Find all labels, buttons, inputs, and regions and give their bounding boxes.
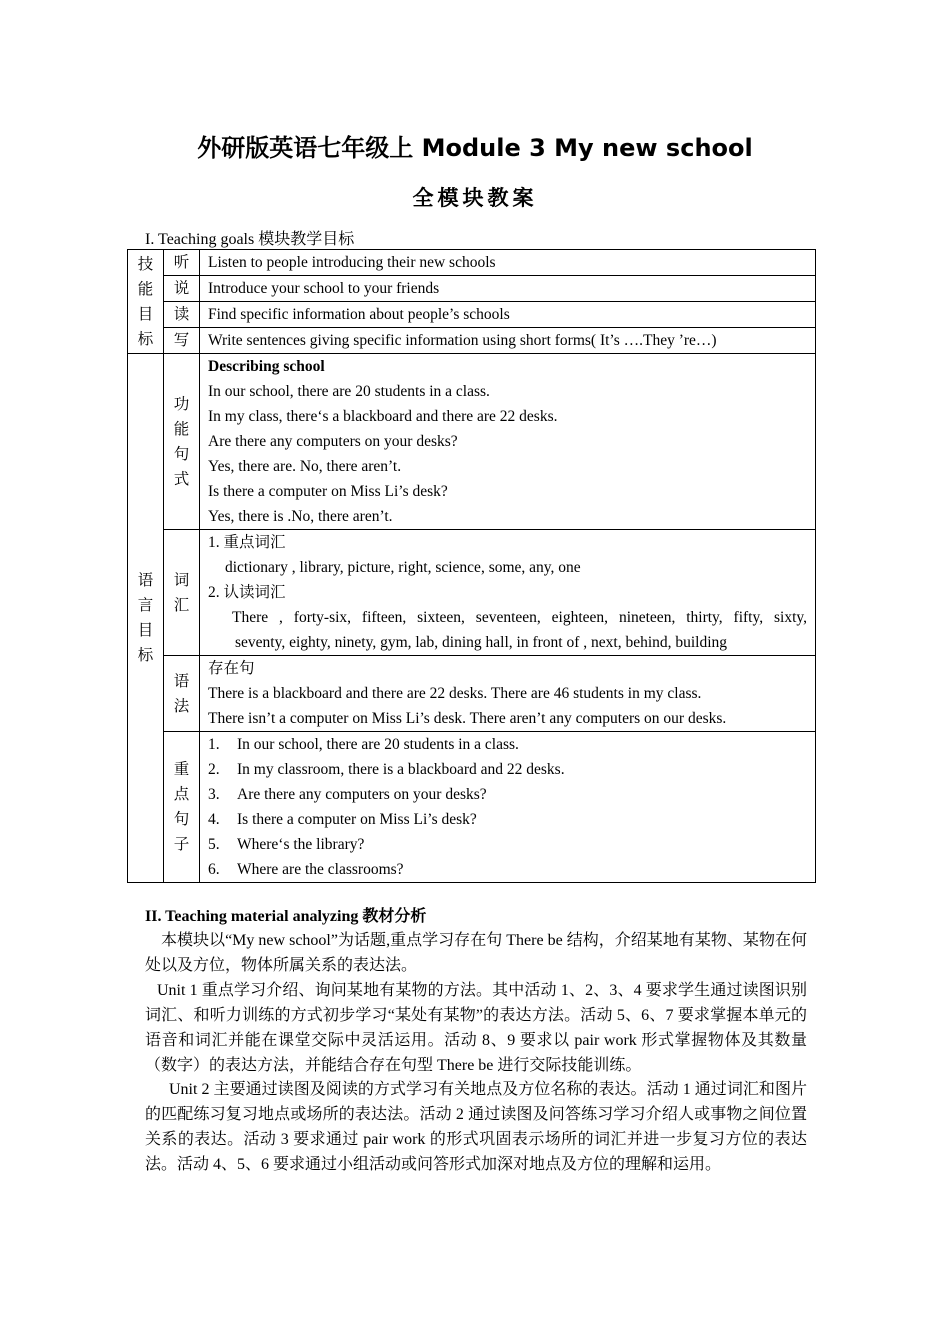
document-title: 外研版英语七年级上 Module 3 My new school: [197, 134, 753, 162]
grammar-line: There is a blackboard and there are 22 desks. There are 46 students in my class.: [208, 685, 702, 702]
functions-line: Yes, there is .No, there aren’t.: [208, 508, 393, 525]
table-row: [128, 732, 816, 883]
functions-content: [200, 354, 816, 530]
key-sentences-label: 重 点 句 子: [164, 732, 200, 883]
list-item: 2. In my classroom, there is a blackboard and 22 desks.: [208, 761, 565, 778]
skill-label: 听: [164, 250, 200, 276]
functions-line: Yes, there are. No, there aren’t.: [208, 458, 402, 475]
skill-label: 写: [164, 328, 200, 354]
list-item: 5. Where‘s the library?: [208, 836, 365, 853]
table-row: [128, 328, 816, 354]
skill-label: 读: [164, 302, 200, 328]
grammar-line: There isn’t a computer on Miss Li’s desk. There aren’t any computers on our desks.: [208, 710, 727, 727]
teaching-goals-table: [127, 249, 816, 883]
reading-words: There , forty-six, fifteen, sixteen, seventeen, eighteen, nineteen, thirty, fifty, sixty,: [232, 609, 807, 626]
table-row: [128, 530, 816, 656]
section-heading-analysis: II. Teaching material analyzing 教材分析: [145, 908, 427, 925]
functions-line: Is there a computer on Miss Li’s desk?: [208, 483, 448, 500]
analysis-paragraph: Unit 2 主要通过读图及阅读的方式学习有关地点及方位名称的表达。活动 1 通过词汇和图片的匹配练习复习地点或场所的表达法。活动 2 通过读图及问答练习学习介绍人或事物之间位置关系的表达。活动 3 要求通过 pair work 的形式巩固表示场所的词汇并进一步复习方位的表达法。活动 4、5、6 要求通过小组活动或问答形式加深对地点及方位的理解和运用。: [145, 1081, 807, 1173]
grammar-label: 语 法: [164, 656, 200, 732]
skills-group-label: 技 能 目 标: [128, 250, 164, 354]
skill-goal: Introduce your school to your friends: [200, 276, 816, 302]
table-row: [128, 302, 816, 328]
document-subtitle: 全模块教案: [412, 185, 538, 210]
list-item: 1. In our school, there are 20 students in a class.: [208, 736, 519, 753]
list-item: 3. Are there any computers on your desks?: [208, 786, 487, 803]
skill-goal: Find specific information about people’s schools: [200, 302, 816, 328]
key-words: dictionary , library, picture, right, science, some, any, one: [225, 559, 581, 576]
reading-words: seventy, eighty, ninety, gym, lab, dining hall, in front of , next, behind, building: [235, 634, 728, 651]
grammar-content: [200, 656, 816, 732]
key-words-heading: 1. 重点词汇: [208, 534, 286, 551]
reading-words-heading: 2. 认读词汇: [208, 584, 286, 601]
table-row: [128, 250, 816, 276]
functions-heading: Describing school: [208, 358, 325, 375]
functions-line: Are there any computers on your desks?: [208, 433, 458, 450]
skill-goal: Listen to people introducing their new schools: [200, 250, 816, 276]
functions-line: In my class, there‘s a blackboard and there are 22 desks.: [208, 408, 558, 425]
table-row: [128, 656, 816, 732]
functions-label: 功 能 句 式: [164, 354, 200, 530]
analysis-paragraph: 本模块以“My new school”为话题,重点学习存在句 There be 结构，介绍某地有某物、某物在何处以及方位，物体所属关系的表达法。: [145, 932, 807, 974]
list-item: 4. Is there a computer on Miss Li’s desk?: [208, 811, 477, 828]
key-sentences-content: [200, 732, 816, 883]
grammar-line: 存在句: [208, 660, 255, 677]
skill-goal: Write sentences giving specific information using short forms( It’s ….They ’re…): [200, 328, 816, 354]
vocabulary-content: [200, 530, 816, 656]
list-item: 6. Where are the classrooms?: [208, 861, 404, 878]
table-row: [128, 276, 816, 302]
vocabulary-label: 词 汇: [164, 530, 200, 656]
functions-line: In our school, there are 20 students in a class.: [208, 383, 490, 400]
table-row: [128, 354, 816, 530]
analysis-paragraph: Unit 1 重点学习介绍、询问某地有某物的方法。其中活动 1、2、3、4 要求学生通过读图识别词汇、和听力训练的方式初步学习“某处有某物”的表达方法。活动 5、6、7 要求掌握本单元的语音和词汇并能在课堂交际中灵活运用。活动 8、9 要求以 pair work 形式掌握物体及其数量（数字）的表达方法，并能结合存在句型 There be 进行交际技能训练。: [145, 982, 807, 1074]
language-group-label: 语 言 目 标: [128, 354, 164, 883]
skill-label: 说: [164, 276, 200, 302]
section-heading-goals: I. Teaching goals 模块教学目标: [145, 231, 355, 248]
